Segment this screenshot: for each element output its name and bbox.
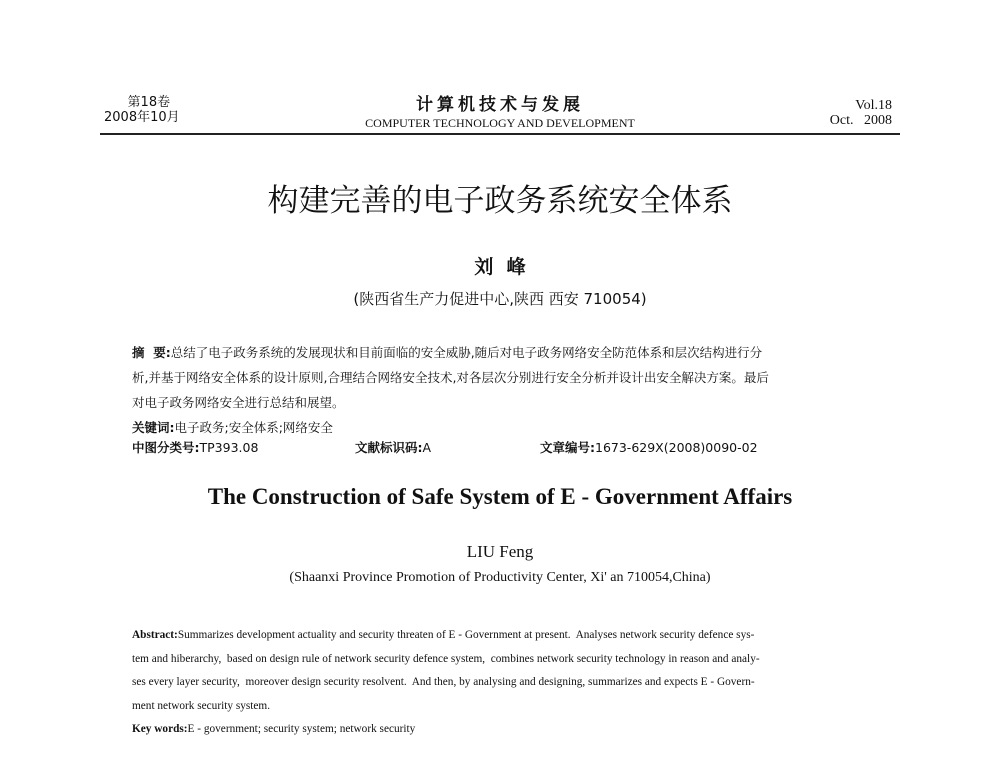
header-rule [100,133,900,135]
keywords-zh: 电子政务;安全体系;网络安全 [174,420,333,435]
doc-label: 文献标识码: [355,440,423,455]
abstract-zh-line: 总结了电子政务系统的发展现状和目前面临的安全威胁,随后对电子政务网络安全防范体系和层次结构进行分 [170,345,763,360]
abstract-en [132,624,760,742]
author-en: LIU Feng [466,542,534,561]
keywords-en: E - government; security system; network security [187,723,416,735]
abstract-en-line: ment network security system. [132,699,271,712]
clc-code: TP393.08 [199,440,259,455]
abstract-zh-line: 对电子政务网络安全进行总结和展望。 [132,395,345,410]
keywords-en-label: Key words: [132,723,188,735]
article-number-line [540,438,758,456]
volume-zh: 第18卷 [127,95,171,110]
journal-title-zh: 计算机技术与发展 [416,95,584,115]
clc-label: 中图分类号: [132,440,200,455]
abstract-en-line: Summarizes development actuality and security threaten of E - Government at present. Analyses network security defence sys- [177,629,755,641]
classification-line [132,438,258,456]
paper-title-zh: 构建完善的电子政务系统安全体系 [267,183,733,219]
doc-code-line [355,438,431,456]
keywords-zh-label: 关键词: [132,420,175,435]
abstract-zh-label: 摘 要: [132,345,171,360]
paper-title-en: The Construction of Safe System of E - Government Affairs [207,484,793,509]
doc-code: A [422,440,432,455]
abstract-en-label: Abstract: [132,629,178,641]
abstract-en-line: tem and hiberarchy, based on design rule of network security defence system, combines network security technology in reason and analy- [132,652,760,665]
abstract-zh [132,340,769,440]
article-number: 1673-629X(2008)0090-02 [595,440,758,455]
volume-en: Vol.18 [855,98,892,113]
journal-title-en: COMPUTER TECHNOLOGY AND DEVELOPMENT [365,116,635,130]
affiliation-en: (Shaanxi Province Promotion of Productivity Center, Xi' an 710054,China) [289,570,711,585]
author-zh: 刘 峰 [474,256,526,278]
abstract-zh-line: 析,并基于网络安全体系的设计原则,合理结合网络安全技术,对各层次分别进行安全分析并设计出安全解决方案。最后 [132,370,769,385]
date-en: Oct. 2008 [829,113,892,128]
volume-en-info [830,98,892,128]
article-number-label: 文章编号: [540,440,595,455]
abstract-en-line: ses every layer security, moreover design security resolvent. And then, by analysing and designing, summarizes and expects E - Govern- [132,676,755,688]
date-zh: 2008年10月 [104,110,180,125]
affiliation-zh: (陕西省生产力促进中心,陕西 西安 710054) [353,290,647,308]
